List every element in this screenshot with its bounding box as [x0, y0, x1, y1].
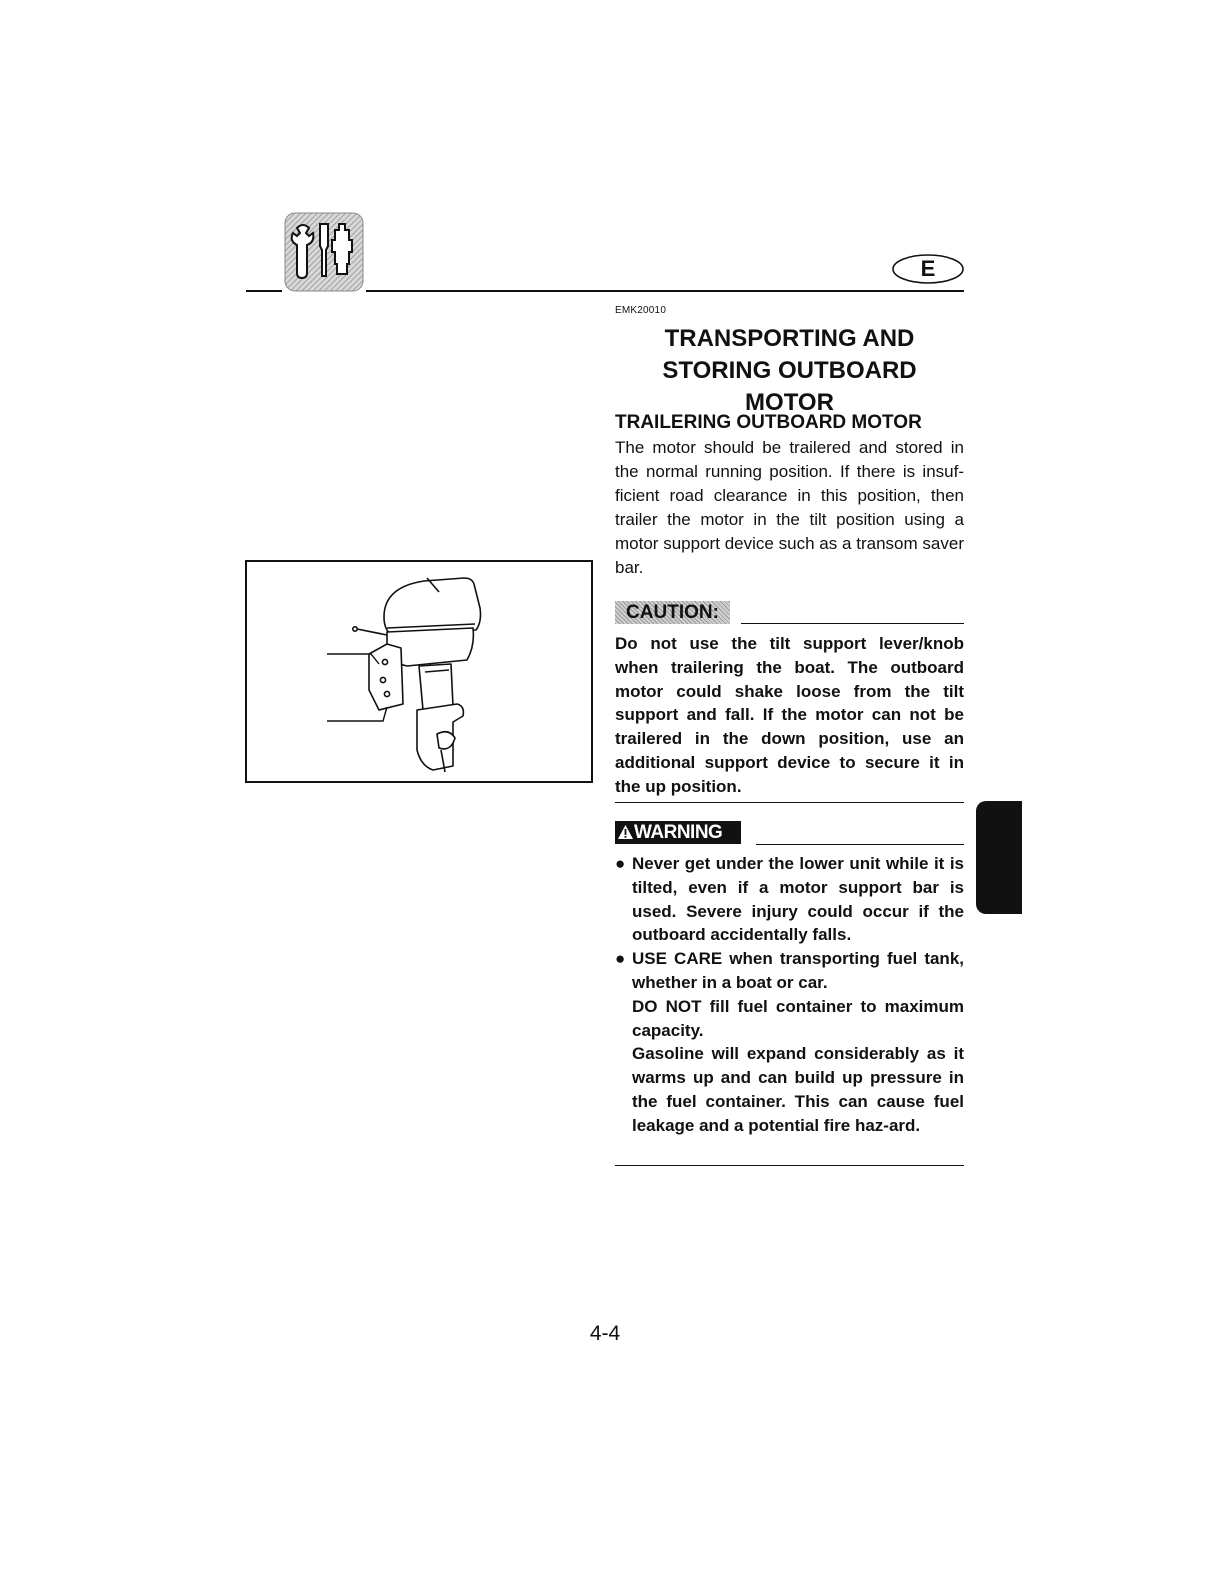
outboard-motor-tilted-illustration — [247, 562, 591, 781]
section-body: The motor should be trailered and stored in the normal running position. If there is insuf-ficient road clearance in this position, then trailer the motor in the tilt position using a motor support device such as a transom saver bar. — [615, 438, 964, 577]
caution-rule — [741, 623, 964, 624]
caution-text: Do not use the tilt support lever/knob when trailering the boat. The outboard motor could shake loose from the tilt support and fall. If the motor can not be trailered in the down position, use an additional support device to secure it in the up position. — [615, 634, 964, 796]
warning-paragraph: DO NOT fill fuel container to maximum capacity. — [632, 996, 964, 1040]
warning-paragraph: Never get under the lower unit while it is tilted, even if a motor support bar is used. Severe injury could occur if the outboard accidentally falls. — [632, 854, 964, 945]
warning-paragraph: USE CARE when transporting fuel tank, whether in a boat or car. — [632, 949, 964, 992]
warning-rule — [756, 844, 964, 845]
header-rule — [246, 290, 282, 292]
warning-list — [615, 852, 964, 1138]
chapter-tab — [976, 801, 1022, 914]
document-code: EMK20010 — [615, 305, 667, 316]
warning-paragraph: Gasoline will expand considerably as it warms up and can build up pressure in the fuel container. This can cause fuel leakage and a potential fire haz-ard. — [632, 1044, 964, 1135]
page-title: TRANSPORTING AND STORING OUTBOARD MOTOR — [662, 325, 917, 416]
caution-end-rule — [615, 802, 964, 803]
bullet-icon: ● — [615, 854, 626, 873]
warning-item — [615, 852, 964, 947]
warning-label — [615, 821, 741, 844]
warning-triangle-icon — [617, 824, 634, 840]
warning-end-rule — [615, 1165, 964, 1166]
caution-label: CAUTION: — [615, 601, 730, 624]
warning-label-text: WARNING — [634, 822, 723, 843]
outboard-motor-figure — [245, 560, 593, 783]
bullet-icon: ● — [615, 949, 626, 969]
section-heading: TRAILERING OUTBOARD MOTOR — [615, 412, 922, 433]
page-number: 4-4 — [589, 1322, 621, 1345]
language-badge — [892, 254, 964, 284]
header-rule — [366, 290, 964, 292]
language-badge-label: E — [920, 256, 936, 281]
warning-item — [615, 947, 964, 1137]
maintenance-tools-icon — [284, 212, 364, 292]
